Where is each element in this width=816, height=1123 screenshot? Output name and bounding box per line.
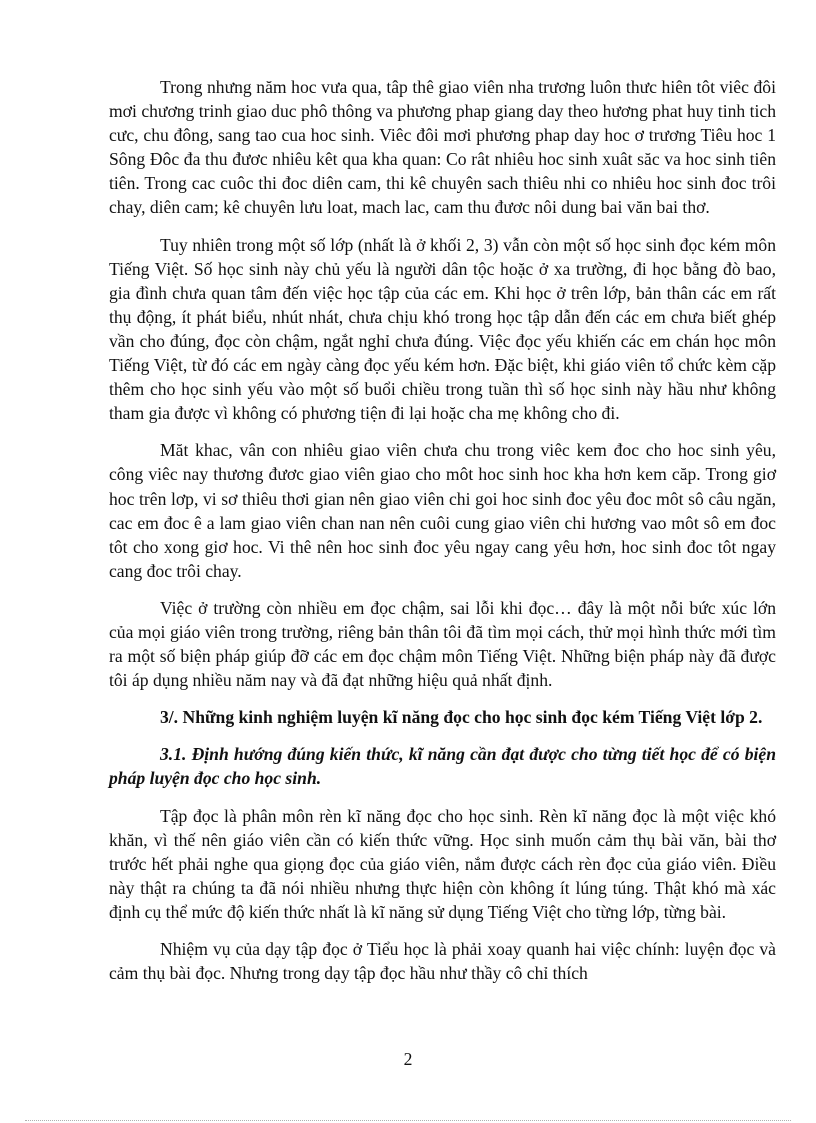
subsection-heading: 3.1. Định hướng đúng kiến thức, kĩ năng cần đạt được cho từng tiết học để có biện pháp luyện đọc cho học sinh. bbox=[109, 744, 776, 789]
section-heading: 3/. Những kinh nghiệm luyện kĩ năng đọc cho học sinh đọc kém Tiếng Việt lớp 2. bbox=[160, 707, 763, 728]
paragraph-4: Việc ở trường còn nhiều em đọc chậm, sai lỗi khi đọc… đây là một nỗi bức xúc lớn của mọi giáo viên trong trường, riêng bản thân tôi đã tìm mọi cách, thử mọi hình thức mới tìm ra một số biện pháp giúp đỡ các em đọc chậm môn Tiếng Việt. Những biện pháp này đã được tôi áp dụng nhiều năm nay và đã đạt những hiệu quả nhất định. bbox=[109, 597, 776, 691]
paragraph-3: Măt khac, vân con nhiêu giao viên chưa chu trong viêc kem đoc cho hoc sinh yêu, công viêc nay thương đươc giao viên giao cho môt hoc sinh hoc kha hơn kem căp. Trong giơ hoc trên lơp, vi sơ thiêu thơi gian nên giao viên chi goi hoc sinh đoc yêu đoc môt sô câu ngăn, cac em đoc ê a lam giao viên chan nan nên cuôi cung giao viên chi hương vao môt sô em đoc tôt cho xong giơ hoc. Vi thê nên hoc sinh đoc yêu ngay cang yêu hơn, hoc sinh đoc tôt ngay cang đoc trôi chay. bbox=[109, 440, 776, 581]
paragraph-6: Nhiệm vụ của dạy tập đọc ở Tiểu học là phải xoay quanh hai việc chính: luyện đọc và cảm thụ bài đọc. Nhưng trong dạy tập đọc hầu như thầy cô chỉ thích bbox=[109, 939, 776, 984]
page-number: 2 bbox=[403, 1049, 413, 1069]
footer-divider bbox=[25, 1120, 791, 1121]
document-body bbox=[109, 75, 776, 998]
paragraph-5: Tập đọc là phân môn rèn kĩ năng đọc cho học sinh. Rèn kĩ năng đọc là một việc khó khăn, vì thế nên giáo viên cần có kiến thức vững. Học sinh muốn cảm thụ bài văn, bài thơ trước hết phải nghe qua giọng đọc của giáo viên, nắm được cách rèn đọc của giáo viên. Điều này thật ra chúng ta đã nói nhiều nhưng thực hiện còn không ít lúng túng. Thật khó mà xác định cụ thể mức độ kiến thức nhất là kĩ năng sử dụng Tiếng Việt cho từng lớp, từng bài. bbox=[109, 805, 776, 922]
paragraph-1: Trong nhưng năm hoc vưa qua, tâp thê giao viên nha trương luôn thưc hiên tôt viêc đôi mơi chương trinh giao duc phô thông va phương phap giang day theo hương phat huy tinh tich cưc, chu đông, sang tao cua hoc sinh. Viêc đôi mơi phương phap day hoc ơ trương Tiêu hoc 1 Sông Đôc đa thu đươc nhiêu kêt qua kha quan: Co rât nhiêu hoc sinh xuât săc va hoc sinh tiên tiên. Trong cac cuôc thi đoc diên cam, thi kê chuyên sach thiêu nhi co nhiêu hoc sinh đoc trôi chay, diên cam; kê chuyên lưu loat, mach lac, cam thu đươc nôi dung bai văn bai thơ. bbox=[109, 77, 776, 218]
paragraph-2: Tuy nhiên trong một số lớp (nhất là ở khối 2, 3) vẫn còn một số học sinh đọc kém môn Tiếng Việt. Số học sinh này chủ yếu là người dân tộc hoặc ở xa trường, đi học bằng đò bao, gia đình chưa quan tâm đến việc học tập của các em. Khi học ở trên lớp, bản thân các em rất thụ động, ít phát biểu, nhút nhát, chưa chịu khó trong học tập dẫn đến các em chưa biết ghép vần cho đúng, đọc còn chậm, ngắt nghỉ chưa đúng. Việc đọc yếu khiến các em chán học môn Tiếng Việt, từ đó các em ngày càng đọc yếu kém hơn. Đặc biệt, khi giáo viên tổ chức kèm cặp thêm cho học sinh yếu vào một số buổi chiều trong tuần thì số học sinh này hầu như không tham gia được vì không có phương tiện đi lại hoặc cha mẹ không cho đi. bbox=[109, 234, 776, 424]
